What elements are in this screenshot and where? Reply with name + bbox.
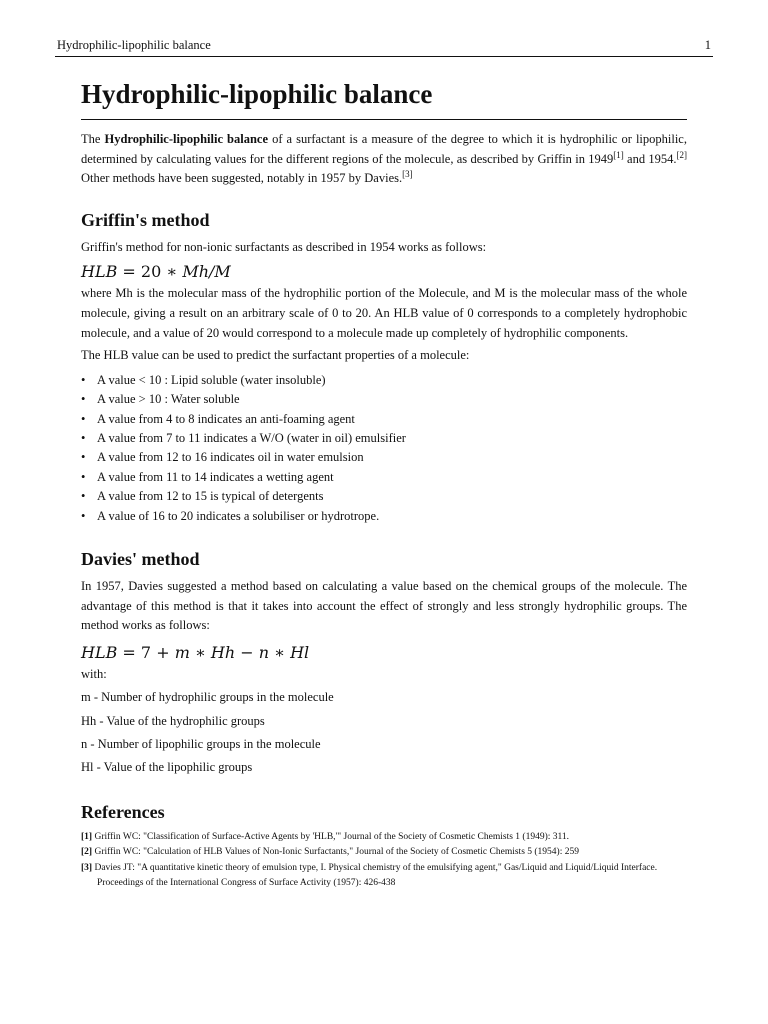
reference-number: [3] xyxy=(81,862,93,873)
reference-text: Griffin WC: "Calculation of HLB Values of Non-Ionic Surfactants," Journal of the Society of Cosmetic Chemists 5 (1954): 259 xyxy=(94,847,579,858)
list-item: • A value of 16 to 20 indicates a solubiliser or hydrotrope. xyxy=(81,507,687,526)
davies-heading: Davies' method xyxy=(81,549,200,569)
griffin-formula-rest: ∗ Mh/M xyxy=(161,262,231,282)
griffin-formula xyxy=(81,261,687,283)
references-list xyxy=(81,830,687,891)
hlb-list-intro: The HLB value can be used to predict the surfactant properties of a molecule: xyxy=(81,348,470,363)
davies-formula xyxy=(81,642,687,664)
davies-intro: In 1957, Davies suggested a method based on calculating a value based on the chemical groups of the molecule. The advantage of this method is that it takes into account the effect of strongly and less strongly hydrophilic groups. The method works as follows: xyxy=(81,579,687,633)
running-header xyxy=(55,38,713,57)
reference-item xyxy=(81,861,687,891)
variable-definition: m - Number of hydrophilic groups in the molecule xyxy=(81,690,334,705)
griffin-formula-lhs: HLB xyxy=(81,262,118,282)
davies-formula-num: 7 xyxy=(140,642,152,662)
variable-definition: n - Number of lipophilic groups in the molecule xyxy=(81,736,321,751)
list-item: • A value from 12 to 16 indicates oil in water emulsion xyxy=(81,448,687,467)
list-item: • A value from 4 to 8 indicates an anti-foaming agent xyxy=(81,410,687,429)
list-item: • A value > 10 : Water soluble xyxy=(81,390,687,409)
davies-formula-rest: + m ∗ Hh − n ∗ Hl xyxy=(151,642,310,662)
reference-text: Griffin WC: "Classification of Surface-Active Agents by 'HLB,'" Journal of the Society of Cosmetic Chemists 1 (1949): 311. xyxy=(94,832,570,843)
intro-text-2: and 1954. xyxy=(623,151,677,166)
davies-formula-lhs: HLB xyxy=(81,642,118,662)
intro-term: Hydrophilic-lipophilic balance xyxy=(104,132,269,146)
page-number: 1 xyxy=(704,38,711,52)
list-item: • A value from 11 to 14 indicates a wetting agent xyxy=(81,468,687,487)
griffin-formula-num: 20 xyxy=(140,262,162,282)
davies-formula-eq: = xyxy=(117,642,141,662)
references-heading: References xyxy=(81,802,165,823)
article-body xyxy=(81,76,687,891)
griffin-heading: Griffin's method xyxy=(81,209,210,230)
griffin-formula-eq: = xyxy=(117,262,141,282)
intro-text-3: Other methods have been suggested, notably in 1957 by Davies. xyxy=(81,171,403,186)
hlb-value-list xyxy=(81,371,687,526)
intro-lead: The xyxy=(81,132,105,146)
list-item: • A value < 10 : Lipid soluble (water insoluble) xyxy=(81,371,687,390)
griffin-explanation: where Mh is the molecular mass of the hydrophilic portion of the Molecule, and M is the molecular mass of the whole molecule, giving a result on an arbitrary scale of 0 to 20. An HLB value of 0 corresponds to a completely hydrophobic molecule, and a value of 20 would correspond to a molecule made up completely of hydrophilic components. xyxy=(81,286,687,340)
davies-with-label: with: xyxy=(81,666,107,681)
reference-number: [2] xyxy=(81,847,93,858)
reference-item xyxy=(81,830,687,845)
list-item: • A value from 7 to 11 indicates a W/O (water in oil) emulsifier xyxy=(81,429,687,448)
griffin-intro: Griffin's method for non-ionic surfactants as described in 1954 works as follows: xyxy=(81,239,487,254)
reference-number: [1] xyxy=(81,832,93,843)
reference-item xyxy=(81,845,687,860)
citation-2[interactable]: [2] xyxy=(676,149,687,160)
variable-definition: Hh - Value of the hydrophilic groups xyxy=(81,713,265,728)
page-title: Hydrophilic-lipophilic balance xyxy=(81,76,687,120)
list-item: • A value from 12 to 15 is typical of detergents xyxy=(81,487,687,506)
running-header-title: Hydrophilic-lipophilic balance xyxy=(57,38,211,52)
citation-3[interactable]: [3] xyxy=(402,169,413,180)
variable-definition: Hl - Value of the lipophilic groups xyxy=(81,759,253,774)
intro-text-1: of a surfactant is a measure of the degree to which it is hydrophilic or lipophilic, determined by calculating values for the different regions of the molecule, as described by Griffin in 1949 xyxy=(81,132,687,166)
citation-1[interactable]: [1] xyxy=(613,149,624,160)
reference-text: Davies JT: "A quantitative kinetic theory of emulsion type, I. Physical chemistry of the emulsifying agent," Gas/Liquid and Liquid/Liquid Interface. Proceedings of the International Congress of Surface Activity (1957): 426-438 xyxy=(94,862,658,888)
intro-paragraph xyxy=(81,130,687,189)
